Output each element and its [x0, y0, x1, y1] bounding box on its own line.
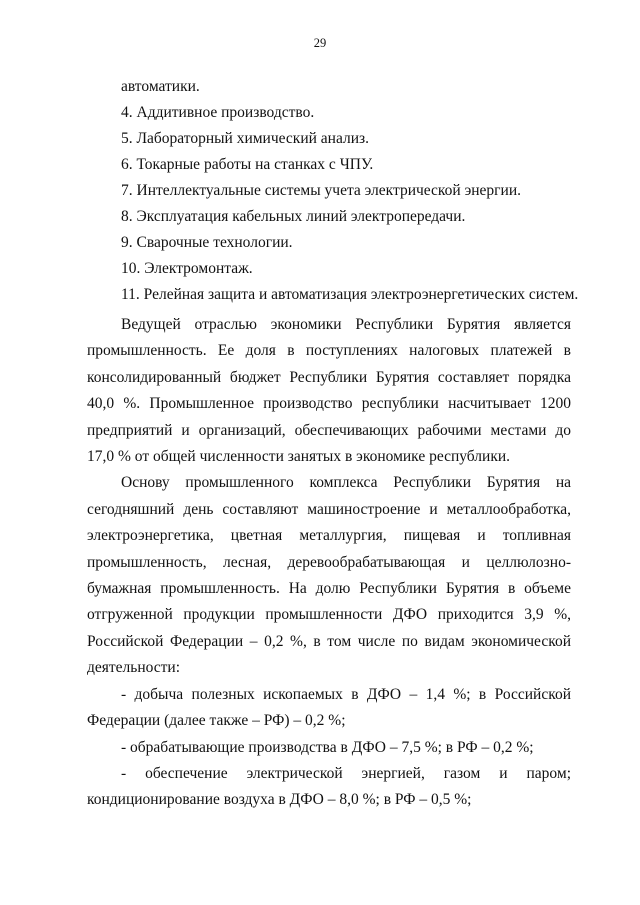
- list-item: 4. Аддитивное производство.: [121, 104, 315, 121]
- list-item: 8. Эксплуатация кабельных линий электропередачи.: [121, 208, 466, 225]
- list-item: 9. Сварочные технологии.: [121, 234, 293, 251]
- list-item: автоматики.: [121, 78, 200, 95]
- paragraph: Основу промышленного комплекса Республики Бурятия на сегодняшний день составляют машиностроение и металлообработка, электроэнергетика, цветная металлургия, пищевая и топливная промышленность, лесная, деревообрабатывающая и целлюлозно-бумажная промышленность. На долю Республики Бурятия в объеме отгруженной продукции промышленности ДФО приходится 3,9 %, Российской Федерации – 0,2 %, в том числе по видам экономической деятельности:: [87, 474, 571, 677]
- page-number: 29: [313, 36, 327, 50]
- document-body: [87, 74, 579, 814]
- list-item: 10. Электромонтаж.: [121, 260, 253, 277]
- list-item: 7. Интеллектуальные системы учета электрической энергии.: [121, 182, 521, 199]
- paragraph: - обрабатывающие производства в ДФО – 7,5 %; в РФ – 0,2 %;: [121, 738, 534, 756]
- list-item: 6. Токарные работы на станках с ЧПУ.: [121, 156, 374, 173]
- paragraph: - обеспечение электрической энергией, газом и паром; кондиционирование воздуха в ДФО – 8,0 %; в РФ – 0,5 %;: [87, 764, 571, 809]
- list-item: 5. Лабораторный химический анализ.: [121, 130, 370, 147]
- paragraph: - добыча полезных ископаемых в ДФО – 1,4 %; в Российской Федерации (далее также – РФ) – 0,2 %;: [87, 685, 571, 730]
- list-item: 11. Релейная защита и автоматизация электроэнергетических систем.: [121, 286, 579, 303]
- paragraph: Ведущей отраслью экономики Республики Бурятия является промышленность. Ее доля в поступлениях налоговых платежей в консолидированный бюджет Республики Бурятия составляет порядка 40,0 %. Промышленное производство республики насчитывает 1200 предприятий и организаций, обеспечивающих рабочими местами до 17,0 % от общей численности занятых в экономике республики.: [87, 316, 571, 466]
